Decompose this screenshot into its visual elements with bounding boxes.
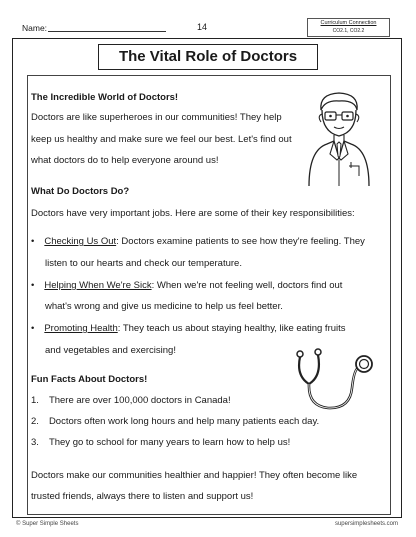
footer-website: supersimplesheets.com bbox=[334, 521, 398, 527]
duties-intro: Doctors have very important jobs. Here are some of their key responsibilities: bbox=[31, 208, 355, 219]
fact-number-1: 1. bbox=[31, 395, 39, 406]
page-number: 14 bbox=[197, 22, 208, 32]
duty-item-3 bbox=[31, 323, 346, 334]
curriculum-codes: CO2.1, CO2.2 bbox=[332, 28, 365, 34]
duty-term-2: Helping When We're Sick bbox=[44, 280, 152, 291]
duty-term-1: Checking Us Out bbox=[44, 236, 117, 247]
intro-line-3: what doctors do to help everyone around us! bbox=[31, 155, 219, 166]
page-title: The Vital Role of Doctors bbox=[118, 48, 298, 65]
name-label: Name: bbox=[22, 23, 48, 33]
doctor-illustration bbox=[303, 88, 375, 188]
bullet-symbol: • bbox=[31, 280, 35, 291]
duty-item-1-continued: listen to our hearts and check our temperature. bbox=[45, 258, 242, 269]
intro-line-2: keep us healthy and make sure we feel our best. Let's find out bbox=[31, 134, 292, 145]
duty-text-1: : Doctors examine patients to see how they're feeling. They bbox=[116, 236, 365, 247]
bullet-symbol: • bbox=[31, 323, 35, 334]
curriculum-connection-box bbox=[307, 18, 390, 37]
name-input-line[interactable] bbox=[48, 31, 166, 32]
worksheet-header bbox=[0, 0, 416, 40]
duty-text-2: : When we're not feeling well, doctors find out bbox=[151, 280, 343, 291]
footer-copyright: © Super Simple Sheets bbox=[16, 521, 79, 527]
fact-item-2 bbox=[31, 416, 319, 427]
closing-line-1: Doctors make our communities healthier and happier! They often become like bbox=[31, 470, 358, 481]
fact-text-1: There are over 100,000 doctors in Canada! bbox=[48, 395, 231, 406]
fact-item-1 bbox=[31, 395, 231, 406]
fact-item-3 bbox=[31, 437, 290, 448]
duty-text-3: : They teach us about staying healthy, like eating fruits bbox=[117, 323, 346, 334]
duty-item-1 bbox=[31, 236, 365, 247]
facts-heading: Fun Facts About Doctors! bbox=[31, 374, 148, 385]
fact-text-3: They go to school for many years to learn how to help us! bbox=[48, 437, 291, 448]
intro-line-1: Doctors are like superheroes in our communities! They help bbox=[31, 112, 282, 123]
stethoscope-illustration bbox=[288, 346, 378, 416]
closing-line-2: trusted friends, always there to listen and support us! bbox=[31, 491, 254, 502]
duty-item-3-continued: and vegetables and exercising! bbox=[45, 345, 176, 356]
duty-term-3: Promoting Health bbox=[44, 323, 118, 334]
fact-text-2: Doctors often work long hours and help many patients each day. bbox=[48, 416, 320, 427]
curriculum-connection-title: Curriculum Connection bbox=[320, 20, 377, 26]
intro-heading: The Incredible World of Doctors! bbox=[31, 92, 179, 103]
duty-item-2-continued: what's wrong and give us medicine to help us feel better. bbox=[45, 301, 283, 312]
fact-number-3: 3. bbox=[31, 437, 39, 448]
fact-number-2: 2. bbox=[31, 416, 39, 427]
duty-item-2 bbox=[31, 280, 342, 291]
title-box bbox=[98, 44, 318, 70]
duties-heading: What Do Doctors Do? bbox=[31, 186, 130, 197]
bullet-symbol: • bbox=[31, 236, 35, 247]
